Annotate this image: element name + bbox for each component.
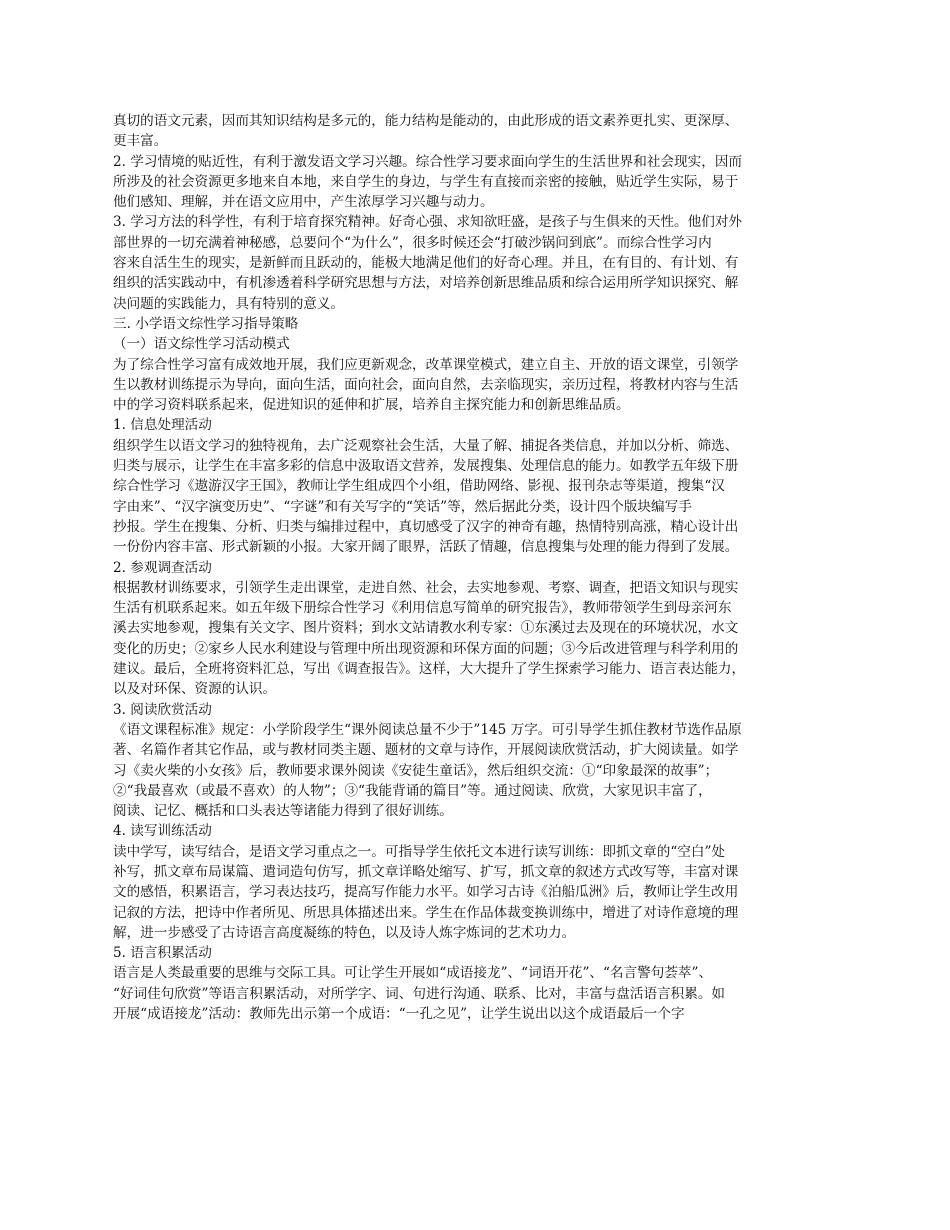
text-line: “好词佳句欣赏”等语言积累活动，对所学字、词、句进行沟通、联系、比对，丰富与盘活语言积累。如 (113, 985, 726, 1002)
text-line: 4. 读写训练活动 (113, 823, 212, 840)
text-line: 阅读、记忆、概括和口头表达等诸能力得到了很好训练。 (113, 803, 453, 820)
text-line: （一）语文综性学习活动模式 (113, 336, 290, 353)
text-line: 生以教材训练提示为导向，面向生活，面向社会，面向自然，去亲临现实，亲历过程，将教材内容与生活 (113, 376, 739, 393)
text-line: 容来自活生生的现实，是新鲜而且跃动的，能极大地满足他们的好奇心理。并且，在有目的、有计划、有 (113, 255, 739, 272)
text-line: 语言是人类最重要的思维与交际工具。可让学生开展如“成语接龙”、“词语开花”、“名言警句荟萃”、 (113, 965, 713, 982)
text-line: 著、名篇作者其它作品，或与教材同类主题、题材的文章与诗作，开展阅读欣赏活动，扩大阅读量。如学 (113, 742, 739, 759)
text-line: 所涉及的社会资源更多地来自本地，来自学生的身边，与学生有直接而亲密的接触，贴近学生实际，易于 (113, 173, 739, 190)
text-line: 真切的语文元素，因而其知识结构是多元的，能力结构是能动的，由此形成的语文素养更扎实、更深厚、 (113, 113, 739, 129)
text-line: 变化的历史；②家乡人民水利建设与管理中所出现资源和环保方面的问题；③今后改进管理与科学利用的 (113, 640, 739, 657)
text-line: 溪去实地参观，搜集有关文字、图片资料；到水文站请教水利专家：①东溪过去及现在的环境状况，水文 (113, 620, 739, 637)
text-line: 2. 学习情境的贴近性，有利于激发语文学习兴趣。综合性学习要求面向学生的生活世界和社会现实，因而 (113, 153, 743, 170)
text-line: 开展“成语接龙”活动：教师先出示第一个成语：“一孔之见”，让学生说出以这个成语最后一个字 (113, 1006, 685, 1023)
text-line: 《语文课程标准》规定：小学阶段学生“课外阅读总量不少于”145 万字。可引导学生抓住教材节选作品原 (113, 721, 742, 738)
text-line: 建议。最后，全班将资料汇总，写出《调查报告》。这样，大大提升了学生探索学习能力、语言表达能力， (113, 661, 746, 678)
text-line: 读中学写，读写结合，是语文学习重点之一。可指导学生依托文本进行读写训练：即抓文章的“空白”处 (113, 843, 726, 860)
text-line: 1. 信息处理活动 (113, 417, 212, 434)
text-line: 组织学生以语文学习的独特视角，去广泛观察社会生活，大量了解、捕捉各类信息，并加以分析、筛选、 (113, 437, 739, 454)
text-line: 字由来”、“汉字演变历史”、“字谜”和有关写字的“笑话”等，然后据此分类，设计四个版块编写手 (113, 498, 692, 515)
text-line: 文的感悟，积累语言，学习表达技巧，提高写作能力水平。如学习古诗《泊船瓜洲》后，教师让学生改用 (113, 884, 739, 901)
text-line: 为了综合性学习富有成效地开展，我们应更新观念，改革课堂模式，建立自主、开放的语文课堂，引领学 (113, 356, 739, 373)
text-line: 解，进一步感受了古诗语言高度凝练的特色，以及诗人炼字炼词的艺术功力。 (113, 924, 576, 941)
text-line: 抄报。学生在搜集、分析、归类与编排过程中，真切感受了汉字的神奇有趣，热情特别高涨，精心设计出 (113, 518, 739, 535)
text-line: 决问题的实践能力，具有特别的意义。 (113, 295, 345, 312)
text-line: 记叙的方法，把诗中作者所见、所思具体描述出来。学生在作品体裁变换训练中，增进了对诗作意境的理 (113, 904, 739, 921)
text-line: 中的学习资料联系起来，促进知识的延伸和扩展，培养自主探究能力和创新思维品质。 (113, 397, 630, 414)
text-line: ②“我最喜欢（或最不喜欢）的人物”；③“我能背诵的篇目”等。通过阅读、欣赏，大家见识丰富了， (113, 782, 712, 799)
text-line: 生活有机联系起来。如五年级下册综合性学习《利用信息写简单的研究报告》，教师带领学生到母亲河东 (113, 600, 732, 617)
text-line: 他们感知、理解，并在语文应用中，产生浓厚学习兴趣与动力。 (113, 194, 494, 211)
text-line: 三. 小学语文综性学习指导策略 (113, 315, 299, 332)
document-page (113, 111, 841, 1024)
text-line: 2. 参观调查活动 (113, 559, 212, 576)
text-line: 归类与展示，让学生在丰富多彩的信息中汲取语文营养，发展搜集、处理信息的能力。如教学五年级下册 (113, 458, 739, 475)
text-line: 以及对环保、资源的认识。 (113, 681, 277, 698)
text-line: 根据教材训练要求，引领学生走出课堂，走进自然、社会，去实地参观、考察、调查，把语文知识与现实 (113, 579, 739, 596)
text-line: 更丰富。 (113, 133, 168, 150)
text-line: 习《卖火柴的小女孩》后，教师要求课外阅读《安徒生童话》，然后组织交流：①“印象最深的故事”； (113, 762, 719, 779)
text-line: 综合性学习《遨游汉字王国》，教师让学生组成四个小组，借助网络、影视、报刊杂志等渠道，搜集“汉 (113, 478, 725, 495)
text-line: 3. 阅读欣赏活动 (113, 701, 212, 718)
text-line: 5. 语言积累活动 (113, 945, 212, 962)
text-line: 3. 学习方法的科学性，有利于培育探究精神。好奇心强、求知欲旺盛，是孩子与生俱来的天性。他们对外 (113, 214, 743, 231)
text-line: 组织的活实践动中，有机渗透着科学研究思想与方法，对培养创新思维品质和综合运用所学知识探究、解 (113, 275, 739, 292)
text-line: 一份份内容丰富、形式新颖的小报。大家开阔了眼界，活跃了情趣，信息搜集与处理的能力得到了发展。 (113, 539, 739, 556)
text-line: 部世界的一切充满着神秘感，总要问个“为什么”，很多时候还会“打破沙锅问到底”。而综合性学习内 (113, 234, 712, 251)
text-line: 补写，抓文章布局谋篇、遣词造句仿写，抓文章详略处缩写、扩写，抓文章的叙述方式改写等，丰富对课 (113, 863, 739, 880)
